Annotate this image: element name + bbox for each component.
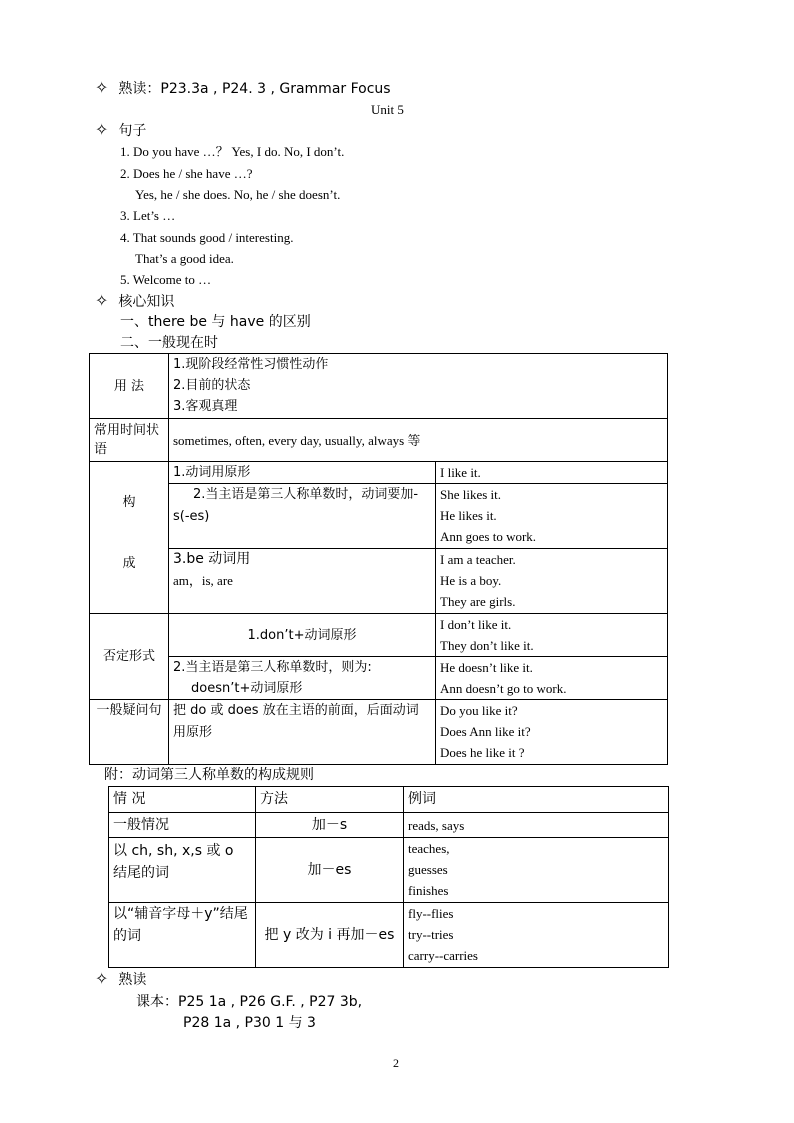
- section-title: 熟读: [118, 972, 147, 988]
- method-cell: 把 y 改为 i 再加－es: [256, 903, 404, 968]
- example-word: carry--carries: [408, 948, 478, 963]
- usage-item: 1.现阶段经常性习惯性动作: [173, 357, 329, 372]
- formation-label-char: 成: [122, 556, 136, 571]
- usage-content: [169, 354, 668, 419]
- sparkle-icon: ✧: [95, 291, 109, 310]
- formation-rule: [169, 549, 436, 614]
- example-line: Do you like it?: [440, 703, 518, 718]
- appendix-title: 附：动词第三人称单数的构成规则: [104, 767, 314, 783]
- example-line: He doesn’t like it.: [440, 660, 533, 675]
- example-cell: reads, says: [404, 813, 669, 838]
- method-cell: 加－s: [256, 813, 404, 838]
- formation-example: I like it.: [436, 462, 668, 484]
- time-adverb-label: 常用时间状语: [90, 419, 169, 462]
- example-line: I am a teacher.: [440, 552, 516, 567]
- negative-rule: 1.don’t+动词原形: [169, 614, 436, 657]
- example-word: fly--flies: [408, 906, 454, 921]
- section-heading-core: [95, 291, 174, 311]
- sentence-line: That’s a good idea.: [135, 251, 234, 266]
- textbook-line: 课本：P25 1a , P26 G.F. , P27 3b,: [136, 994, 363, 1010]
- case-cell: 以 ch, sh, x,s 或 o 结尾的词: [109, 838, 256, 903]
- header-cell: 情 况: [109, 787, 256, 813]
- section-heading-read: [95, 78, 391, 98]
- page-number: 2: [393, 1056, 399, 1070]
- negative-label: 否定形式: [90, 614, 169, 700]
- example-word: teaches,: [408, 841, 450, 856]
- formation-label-char: 构: [122, 495, 136, 510]
- section-heading-read-2: [95, 969, 146, 989]
- formation-example: [436, 484, 668, 549]
- section-title: 核心知识: [118, 294, 175, 310]
- usage-item: 3.客观真理: [173, 399, 238, 414]
- example-line: Ann goes to work.: [440, 529, 537, 544]
- formation-rule: 2.当主语是第三人称单数时，动词要加-s(-es): [169, 484, 436, 549]
- sentence-line: 5. Welcome to …: [120, 272, 212, 287]
- usage-item: 2.目前的状态: [173, 378, 251, 393]
- negative-rule: [169, 657, 436, 700]
- sentence-line: 4. That sounds good / interesting.: [120, 230, 294, 245]
- example-line: Ann doesn’t go to work.: [440, 681, 567, 696]
- case-cell: 以“辅音字母＋y”结尾的词: [109, 903, 256, 968]
- third-person-table: [108, 786, 669, 968]
- present-tense-table: [89, 353, 668, 765]
- negative-example: [436, 657, 668, 700]
- usage-label: 用 法: [90, 354, 169, 419]
- rule-line: 3.be 动词用: [173, 551, 251, 567]
- example-cell: [404, 838, 669, 903]
- section-heading-sentences: [95, 120, 146, 140]
- example-line: They don’t like it.: [440, 638, 534, 653]
- example-word: finishes: [408, 883, 449, 898]
- sparkle-icon: ✧: [95, 969, 109, 988]
- header-cell: 例词: [404, 787, 669, 813]
- subsection-title: 一、there be 与 have 的区别: [120, 314, 311, 330]
- example-line: He is a boy.: [440, 573, 502, 588]
- header-cell: 方法: [256, 787, 404, 813]
- method-cell: 加－es: [256, 838, 404, 903]
- textbook-line: P28 1a , P30 1 与 3: [183, 1015, 316, 1031]
- sentence-line: Yes, he / she does. No, he / she doesn’t.: [135, 187, 341, 202]
- example-line: He likes it.: [440, 508, 497, 523]
- example-cell: [404, 903, 669, 968]
- rule-line: 2.当主语是第三人称单数时，则为:: [173, 660, 372, 675]
- sentence-line: 3. Let’s …: [120, 208, 176, 223]
- rule-line: am，is, are: [173, 573, 233, 588]
- formation-rule: 1.动词用原形: [169, 462, 436, 484]
- sentence-line: 2. Does he / she have …?: [120, 166, 253, 181]
- example-line: She likes it.: [440, 487, 502, 502]
- example-word: guesses: [408, 862, 448, 877]
- negative-example: [436, 614, 668, 657]
- rule-line: doesn’t+动词原形: [191, 681, 303, 696]
- subsection-title: 二、一般现在时: [120, 335, 218, 351]
- time-adverb-content: sometimes, often, every day, usually, always 等: [169, 419, 668, 462]
- sparkle-icon: ✧: [95, 120, 109, 139]
- example-word: try--tries: [408, 927, 454, 942]
- sentence-line: 1. Do you have …？ Yes, I do. No, I don’t.: [120, 144, 345, 159]
- formation-label: [90, 462, 169, 614]
- section-title: 句子: [118, 123, 147, 139]
- case-cell: 一般情况: [109, 813, 256, 838]
- unit-label: Unit 5: [371, 102, 404, 117]
- section-title: 熟读：P23.3a , P24. 3 , Grammar Focus: [118, 81, 391, 97]
- formation-example: [436, 549, 668, 614]
- question-label: 一般疑问句: [90, 700, 169, 765]
- question-rule: 把 do 或 does 放在主语的前面，后面动词用原形: [169, 700, 436, 765]
- example-line: Does he like it ?: [440, 745, 525, 760]
- example-line: Does Ann like it?: [440, 724, 531, 739]
- example-line: I don’t like it.: [440, 617, 512, 632]
- sparkle-icon: ✧: [95, 78, 109, 97]
- question-example: [436, 700, 668, 765]
- example-line: They are girls.: [440, 594, 516, 609]
